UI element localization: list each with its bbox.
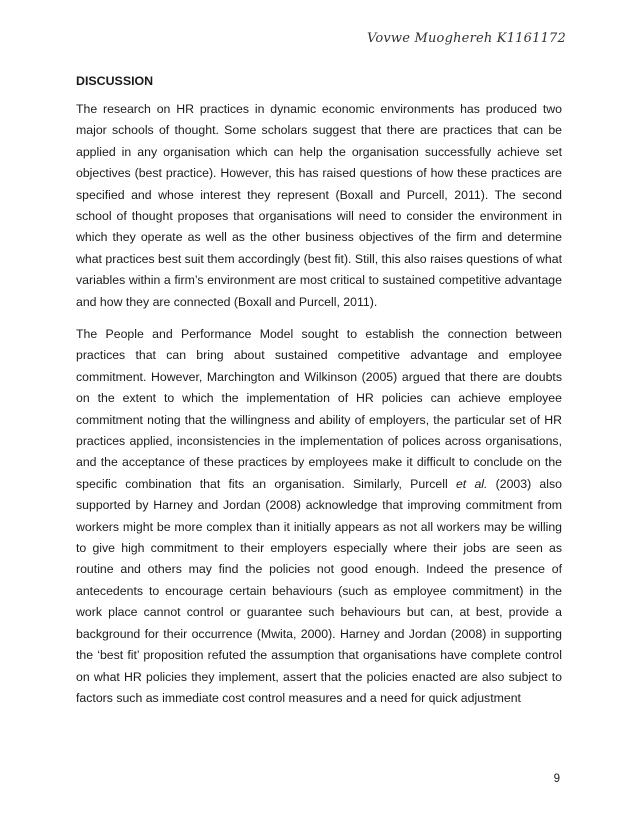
paragraph-2-text-start: The People and Performance Model sought to establish the connection between practices that can bring about sustained competitive advantage and employee commitment. However, Marchington and Wilkinson (2005) argued that there are doubts on the extent to which the implementation of HR policies can achieve employee commitment noting that the willingness and ability of employers, the particular set of HR practices applied, inconsistencies in the implementation of polices across organisations, and the acceptance of these practices by employees make it difficult to conclude on the specific combination that fits an organisation. Similarly, Purcell [76, 327, 562, 491]
page-number: 9 [553, 773, 560, 785]
paragraph-2-italic: et al. [455, 476, 488, 491]
paragraph-2-text-end: (2003) also supported by Harney and Jordan (2008) acknowledge that improving commitment from workers might be more complex than it initially appears as not all workers may be willing to give high commitment to their employers especially where their jobs are seen as routine and others may find the policies not good enough. Indeed the presence of antecedents to encourage certain behaviours (such as employee commitment) in the work place cannot control or guarantee such behaviours but can, at best, provide a background for their occurrence (Mwita, 2000). Harney and Jordan (2008) in supporting the ‘best fit’ proposition refuted the assumption that organisations have complete control on what HR policies they implement, assert that the policies enacted are also subject to factors such as immediate cost control measures and a need for quick adjustment [76, 476, 562, 705]
paragraph-1-text: The research on HR practices in dynamic economic environments has produced two major schools of thought. Some scholars suggest that there are practices that can be applied in any organisation which can help the organisation successfully achieve set objectives (best practice). However, this has raised questions of how these practices are specified and whose interest they represent (Boxall and Purcell, 2011). The second school of thought proposes that organisations will need to consider the environment in which they operate as well as the other business objectives of the firm and determine what practices best suit them accordingly (best fit). Still, this also raises questions of what variables within a firm’s environment are most critical to sustained competitive advantage and how they are connected (Boxall and Purcell, 2011). [76, 102, 562, 309]
header-author: Vovwe Muoghereh K1161172 [366, 31, 566, 46]
paragraph-2 [76, 324, 562, 709]
paragraph-1 [76, 99, 562, 313]
section-heading: DISCUSSION [76, 74, 154, 88]
